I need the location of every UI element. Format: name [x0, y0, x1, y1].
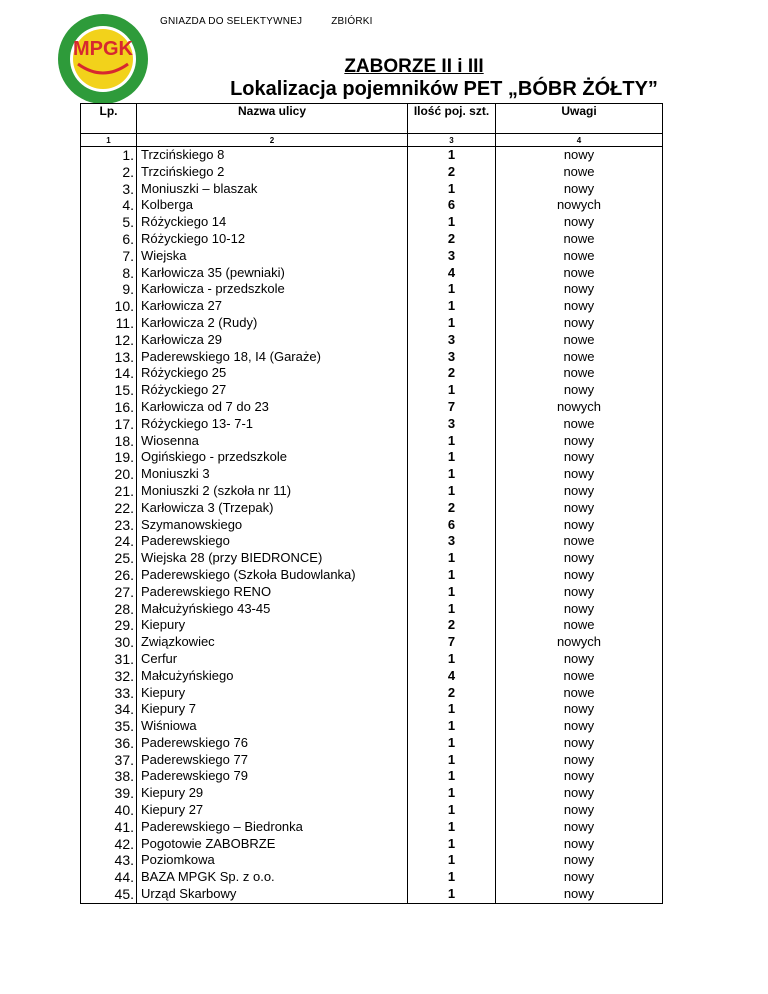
row-street: Karłowicza 27 [137, 298, 408, 315]
row-street: Małcużyńskiego [137, 668, 408, 685]
row-qty: 2 [408, 685, 496, 702]
row-qty: 2 [408, 365, 496, 382]
row-lp: 3. [81, 181, 137, 198]
header-lp: Lp. [81, 104, 137, 134]
row-note: nowe [496, 231, 663, 248]
row-street: Paderewskiego 77 [137, 752, 408, 769]
row-lp: 39. [81, 785, 137, 802]
table-row [81, 315, 663, 332]
table-row [81, 869, 663, 886]
row-note: nowe [496, 265, 663, 282]
row-qty: 3 [408, 248, 496, 265]
row-lp: 17. [81, 416, 137, 433]
table-row [81, 634, 663, 651]
table-row [81, 197, 663, 214]
row-qty: 1 [408, 449, 496, 466]
row-street: Paderewskiego [137, 533, 408, 550]
table-row [81, 399, 663, 416]
row-note: nowy [496, 768, 663, 785]
row-lp: 21. [81, 483, 137, 500]
row-note: nowe [496, 617, 663, 634]
row-note: nowy [496, 752, 663, 769]
row-lp: 6. [81, 231, 137, 248]
table-body [81, 147, 663, 904]
row-qty: 4 [408, 668, 496, 685]
row-street: Kiepury 29 [137, 785, 408, 802]
row-lp: 37. [81, 752, 137, 769]
row-note: nowy [496, 785, 663, 802]
row-street: Karłowicza 3 (Trzepak) [137, 500, 408, 517]
row-street: Cerfur [137, 651, 408, 668]
row-note: nowy [496, 869, 663, 886]
row-qty: 1 [408, 886, 496, 903]
row-street: Trzcińskiego 2 [137, 164, 408, 181]
table-row [81, 466, 663, 483]
row-lp: 41. [81, 819, 137, 836]
row-note: nowy [496, 214, 663, 231]
row-note: nowy [496, 281, 663, 298]
row-street: Kiepury 27 [137, 802, 408, 819]
row-note: nowych [496, 197, 663, 214]
colnum-2: 2 [137, 134, 408, 147]
row-street: Kolberga [137, 197, 408, 214]
page-title: ZABORZE II i III [344, 56, 484, 77]
table-row [81, 886, 663, 903]
row-street: Paderewskiego 18, I4 (Garaże) [137, 349, 408, 366]
containers-table [80, 103, 663, 904]
row-lp: 24. [81, 533, 137, 550]
row-lp: 7. [81, 248, 137, 265]
row-lp: 30. [81, 634, 137, 651]
row-qty: 1 [408, 214, 496, 231]
row-note: nowe [496, 365, 663, 382]
table-row [81, 718, 663, 735]
row-lp: 43. [81, 852, 137, 869]
table-row [81, 483, 663, 500]
row-lp: 9. [81, 281, 137, 298]
top-caption [160, 16, 399, 27]
row-note: nowy [496, 601, 663, 618]
row-note: nowy [496, 802, 663, 819]
row-street: Poziomkowa [137, 852, 408, 869]
row-note: nowe [496, 668, 663, 685]
colnum-3: 3 [408, 134, 496, 147]
row-qty: 1 [408, 298, 496, 315]
row-qty: 1 [408, 768, 496, 785]
row-note: nowy [496, 298, 663, 315]
row-qty: 1 [408, 869, 496, 886]
row-note: nowy [496, 819, 663, 836]
row-note: nowy [496, 433, 663, 450]
row-street: Urząd Skarbowy [137, 886, 408, 903]
row-lp: 27. [81, 584, 137, 601]
row-lp: 2. [81, 164, 137, 181]
table-row [81, 349, 663, 366]
table-row [81, 382, 663, 399]
table-row [81, 365, 663, 382]
table-row [81, 752, 663, 769]
table-row [81, 802, 663, 819]
table-row [81, 550, 663, 567]
table-row [81, 768, 663, 785]
row-note: nowy [496, 181, 663, 198]
row-qty: 2 [408, 617, 496, 634]
header-note: Uwagi [496, 104, 663, 134]
colnum-4: 4 [496, 134, 663, 147]
row-note: nowy [496, 567, 663, 584]
table-row [81, 517, 663, 534]
row-qty: 3 [408, 533, 496, 550]
row-note: nowych [496, 634, 663, 651]
table-row [81, 231, 663, 248]
row-street: Moniuszki 3 [137, 466, 408, 483]
row-street: Paderewskiego – Biedronka [137, 819, 408, 836]
row-note: nowe [496, 685, 663, 702]
table-row [81, 449, 663, 466]
row-qty: 1 [408, 181, 496, 198]
row-lp: 42. [81, 836, 137, 853]
row-note: nowy [496, 701, 663, 718]
row-note: nowe [496, 164, 663, 181]
row-lp: 28. [81, 601, 137, 618]
row-street: Wiśniowa [137, 718, 408, 735]
row-street: Kiepury [137, 685, 408, 702]
row-lp: 11. [81, 315, 137, 332]
row-street: Różyckiego 25 [137, 365, 408, 382]
table-row [81, 735, 663, 752]
caption-left: GNIAZDA DO SELEKTYWNEJ [160, 16, 303, 27]
header-street: Nazwa ulicy [137, 104, 408, 134]
table-row [81, 433, 663, 450]
row-street: Różyckiego 13- 7-1 [137, 416, 408, 433]
caption-right: ZBIÓRKI [331, 16, 373, 27]
table-row [81, 836, 663, 853]
row-note: nowe [496, 533, 663, 550]
row-note: nowy [496, 382, 663, 399]
row-qty: 1 [408, 752, 496, 769]
row-qty: 1 [408, 281, 496, 298]
row-lp: 20. [81, 466, 137, 483]
row-qty: 1 [408, 147, 496, 164]
row-lp: 16. [81, 399, 137, 416]
table-row [81, 147, 663, 164]
row-street: Ogińskiego - przedszkole [137, 449, 408, 466]
row-street: Paderewskiego 79 [137, 768, 408, 785]
row-street: Pogotowie ZABOBRZE [137, 836, 408, 853]
row-qty: 2 [408, 231, 496, 248]
row-qty: 3 [408, 416, 496, 433]
row-street: Kiepury [137, 617, 408, 634]
row-lp: 31. [81, 651, 137, 668]
row-qty: 6 [408, 517, 496, 534]
table-row [81, 701, 663, 718]
row-qty: 1 [408, 382, 496, 399]
row-qty: 1 [408, 836, 496, 853]
row-note: nowe [496, 349, 663, 366]
table-row [81, 332, 663, 349]
row-lp: 25. [81, 550, 137, 567]
row-note: nowy [496, 449, 663, 466]
row-qty: 7 [408, 399, 496, 416]
table-row [81, 567, 663, 584]
table-row [81, 584, 663, 601]
row-lp: 4. [81, 197, 137, 214]
row-lp: 44. [81, 869, 137, 886]
row-lp: 10. [81, 298, 137, 315]
table-row [81, 785, 663, 802]
row-note: nowy [496, 836, 663, 853]
page-subtitle: Lokalizacja pojemników PET „BÓBR ŻÓŁTY” [230, 78, 658, 100]
row-street: Paderewskiego 76 [137, 735, 408, 752]
row-street: Karłowicza 35 (pewniaki) [137, 265, 408, 282]
row-street: Karłowicza od 7 do 23 [137, 399, 408, 416]
row-qty: 1 [408, 802, 496, 819]
table-row [81, 651, 663, 668]
row-street: Różyckiego 27 [137, 382, 408, 399]
row-qty: 1 [408, 601, 496, 618]
row-lp: 5. [81, 214, 137, 231]
row-qty: 1 [408, 433, 496, 450]
logo-letters: MPGK [73, 38, 133, 60]
row-lp: 13. [81, 349, 137, 366]
row-street: Kiepury 7 [137, 701, 408, 718]
row-qty: 1 [408, 651, 496, 668]
row-note: nowy [496, 500, 663, 517]
table-row [81, 164, 663, 181]
row-lp: 40. [81, 802, 137, 819]
row-street: Paderewskiego RENO [137, 584, 408, 601]
row-lp: 45. [81, 886, 137, 903]
row-street: Wiosenna [137, 433, 408, 450]
row-qty: 2 [408, 164, 496, 181]
row-lp: 8. [81, 265, 137, 282]
row-qty: 1 [408, 483, 496, 500]
row-qty: 1 [408, 466, 496, 483]
row-note: nowy [496, 651, 663, 668]
row-lp: 14. [81, 365, 137, 382]
row-note: nowy [496, 483, 663, 500]
row-lp: 22. [81, 500, 137, 517]
row-lp: 38. [81, 768, 137, 785]
row-qty: 1 [408, 785, 496, 802]
row-lp: 35. [81, 718, 137, 735]
row-qty: 1 [408, 718, 496, 735]
row-lp: 33. [81, 685, 137, 702]
row-street: Związkowiec [137, 634, 408, 651]
row-street: Szymanowskiego [137, 517, 408, 534]
table-row [81, 685, 663, 702]
row-street: Małcużyńskiego 43-45 [137, 601, 408, 618]
row-street: Moniuszki 2 (szkoła nr 11) [137, 483, 408, 500]
row-lp: 23. [81, 517, 137, 534]
row-street: BAZA MPGK Sp. z o.o. [137, 869, 408, 886]
row-qty: 3 [408, 332, 496, 349]
row-note: nowy [496, 718, 663, 735]
row-lp: 32. [81, 668, 137, 685]
row-street: Karłowicza - przedszkole [137, 281, 408, 298]
table-row [81, 265, 663, 282]
row-street: Trzcińskiego 8 [137, 147, 408, 164]
row-qty: 1 [408, 567, 496, 584]
table-row [81, 416, 663, 433]
row-street: Paderewskiego (Szkoła Budowlanka) [137, 567, 408, 584]
row-note: nowe [496, 416, 663, 433]
table-row [81, 181, 663, 198]
row-lp: 12. [81, 332, 137, 349]
table-row [81, 668, 663, 685]
row-street: Karłowicza 2 (Rudy) [137, 315, 408, 332]
row-note: nowy [496, 852, 663, 869]
row-note: nowe [496, 248, 663, 265]
table-row [81, 281, 663, 298]
row-street: Wiejska [137, 248, 408, 265]
table-row [81, 819, 663, 836]
row-note: nowy [496, 315, 663, 332]
row-street: Moniuszki – blaszak [137, 181, 408, 198]
row-note: nowy [496, 735, 663, 752]
row-lp: 36. [81, 735, 137, 752]
table-row [81, 533, 663, 550]
row-qty: 1 [408, 315, 496, 332]
row-street: Różyckiego 10-12 [137, 231, 408, 248]
row-qty: 7 [408, 634, 496, 651]
row-note: nowych [496, 399, 663, 416]
row-qty: 2 [408, 500, 496, 517]
table-row [81, 500, 663, 517]
row-qty: 1 [408, 550, 496, 567]
row-lp: 29. [81, 617, 137, 634]
row-qty: 1 [408, 819, 496, 836]
colnum-1: 1 [81, 134, 137, 147]
row-note: nowy [496, 147, 663, 164]
header-qty: Ilość poj. szt. [408, 104, 496, 134]
row-note: nowe [496, 332, 663, 349]
row-note: nowy [496, 550, 663, 567]
table-row [81, 248, 663, 265]
table-row [81, 852, 663, 869]
row-street: Różyckiego 14 [137, 214, 408, 231]
row-note: nowy [496, 517, 663, 534]
row-qty: 1 [408, 852, 496, 869]
row-lp: 15. [81, 382, 137, 399]
row-qty: 1 [408, 701, 496, 718]
row-lp: 34. [81, 701, 137, 718]
row-street: Karłowicza 29 [137, 332, 408, 349]
row-lp: 19. [81, 449, 137, 466]
row-qty: 3 [408, 349, 496, 366]
row-note: nowy [496, 466, 663, 483]
row-qty: 4 [408, 265, 496, 282]
row-note: nowy [496, 886, 663, 903]
row-lp: 26. [81, 567, 137, 584]
row-qty: 6 [408, 197, 496, 214]
row-note: nowy [496, 584, 663, 601]
row-lp: 18. [81, 433, 137, 450]
table-row [81, 601, 663, 618]
row-street: Wiejska 28 (przy BIEDRONCE) [137, 550, 408, 567]
table-row [81, 298, 663, 315]
table-row [81, 214, 663, 231]
table-row [81, 617, 663, 634]
row-qty: 1 [408, 584, 496, 601]
row-qty: 1 [408, 735, 496, 752]
row-lp: 1. [81, 147, 137, 164]
